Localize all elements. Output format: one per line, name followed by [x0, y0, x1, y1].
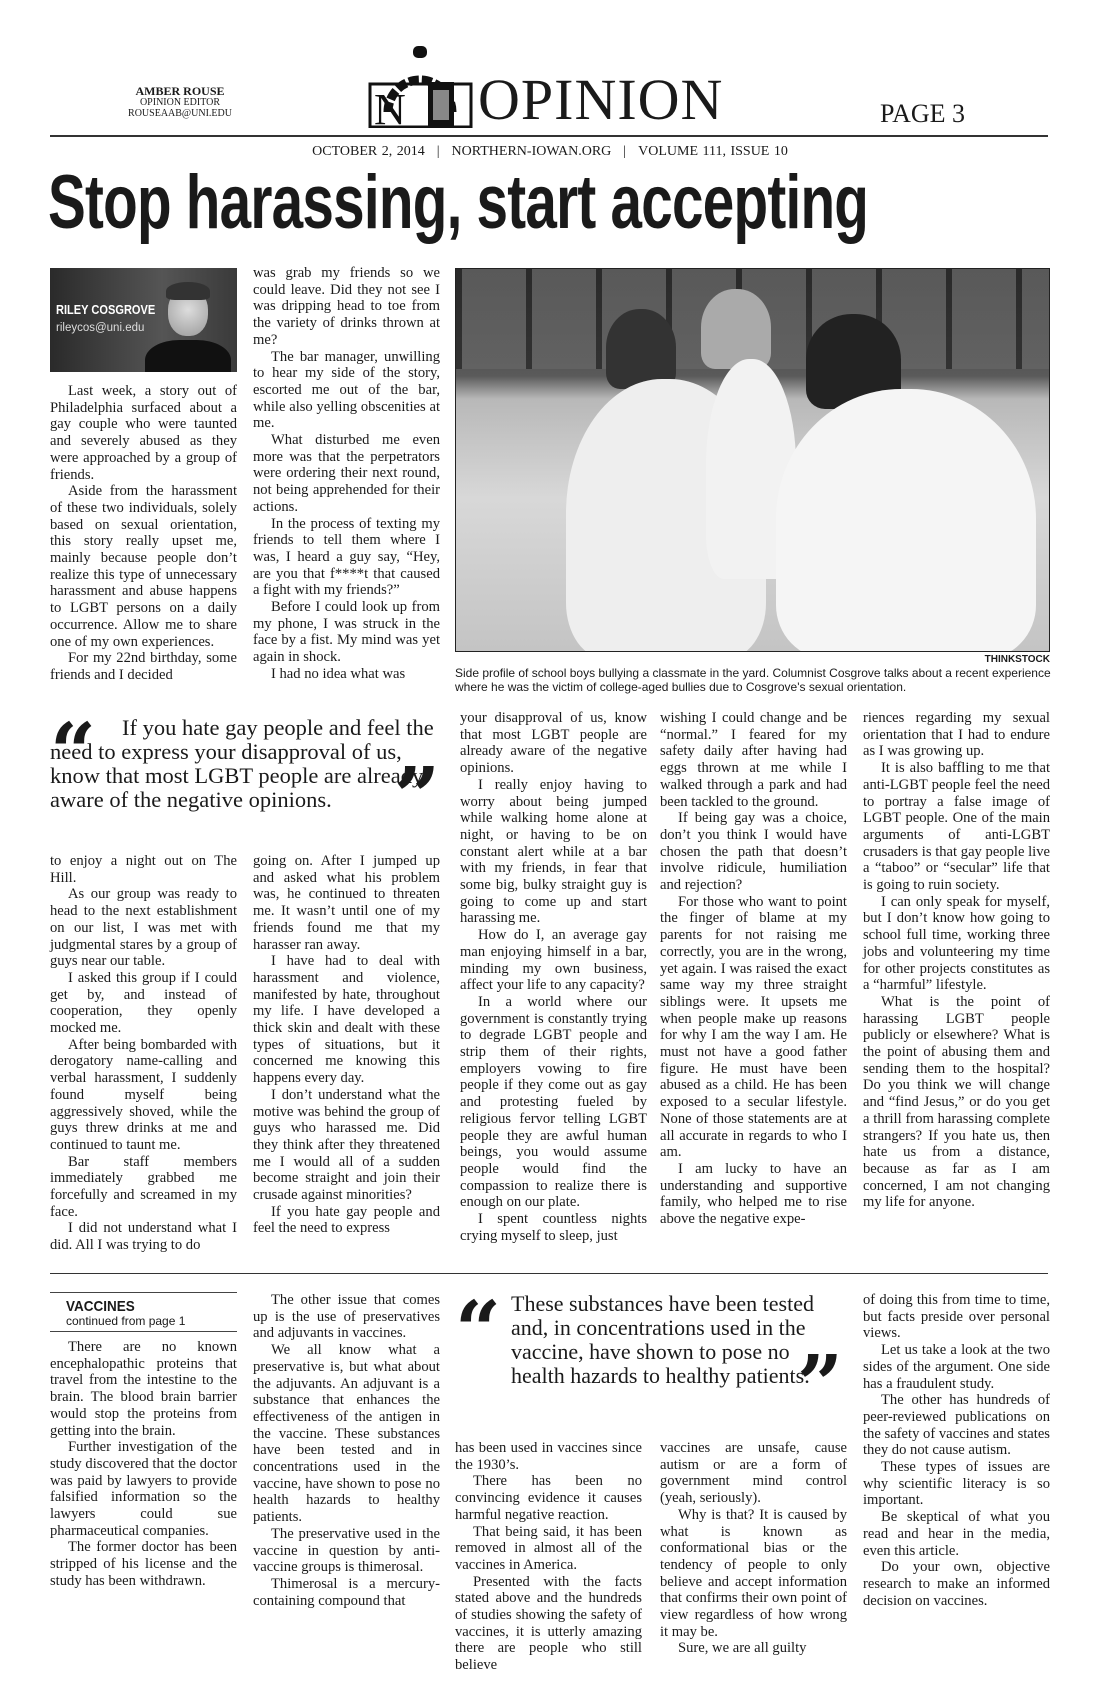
- vaccines-title: VACCINES: [66, 1298, 135, 1315]
- paragraph: Before I could look up from my phone, I was struck in the face by a fist. My mind was yet again in shock.: [253, 599, 440, 666]
- article-column: [50, 853, 237, 1254]
- paragraph: vaccines are unsafe, cause autism or are a form of government mind control (yeah, seriously).: [660, 1440, 847, 1507]
- paragraph: Sure, we are all guilty: [678, 1640, 807, 1657]
- photo-figure: [606, 309, 676, 389]
- paragraph: to enjoy a night out on The Hill.: [50, 853, 237, 886]
- paragraph: Be skeptical of what you read and hear in the media, even this article.: [863, 1509, 1050, 1559]
- dateline: OCTOBER 2, 2014 | NORTHERN-IOWAN.ORG | VOLUME 111, ISSUE 10: [312, 144, 788, 159]
- paragraph: I am lucky to have an understanding and supportive family, who helped me to rise above the negative expe-: [660, 1160, 847, 1228]
- paragraph: Let us take a look at the two sides of the argument. One side has a fraudulent study.: [863, 1342, 1050, 1392]
- paragraph: These types of issues are why scientific literacy is so important.: [863, 1459, 1050, 1509]
- photo-credit: THINKSTOCK: [984, 654, 1050, 665]
- close-quote-icon: ”: [796, 1337, 843, 1431]
- open-quote-icon: “: [50, 705, 97, 799]
- photo-figure: [701, 289, 771, 369]
- section-divider: [50, 1273, 1048, 1274]
- editor-info: [110, 86, 250, 119]
- paragraph: After being bombarded with derogatory name-calling and verbal harassment, I suddenly found myself being aggressively shoved, while the guys threw drinks at me and continued to taunt me.: [50, 1036, 237, 1153]
- website-link[interactable]: NORTHERN-IOWAN.ORG: [451, 144, 612, 159]
- vaccines-column: [863, 1292, 1050, 1609]
- paragraph: The preservative used in the vaccine in question by anti-vaccine groups is thimerosal.: [253, 1525, 440, 1576]
- paragraph: your disapproval of us, know that most LGBT people are already aware of the negative opinions.: [460, 710, 647, 777]
- paragraph: We all know what a preservative is, but what about the adjuvants. An adjuvant is a substance that enhances the effectiveness of the antigen in the vaccine. These substances have been tested and in concentrations used in the vaccine, have shown to pose no health hazards to healthy patients.: [253, 1342, 440, 1526]
- editor-title: OPINION EDITOR: [139, 97, 221, 108]
- vaccines-pull-quote: [455, 1283, 843, 1431]
- author-name: RILEY COSGROVE: [56, 302, 156, 317]
- volume-issue: VOLUME 111, ISSUE 10: [638, 144, 788, 159]
- paragraph: What disturbed me even more was that the perpetrators were ordering their next round, not being apprehended for their actions.: [253, 432, 440, 515]
- pull-quote: [50, 705, 440, 843]
- paragraph: If you hate gay people and feel the need to express: [253, 1203, 440, 1237]
- paragraph: For those who want to point the finger of blame at my parents for not raising me correctly, you are in the wrong, yet again. I was raised the exact same way my three straight siblings were. It upsets me when people make up reasons for why I am the way I am. He must not have a good father figure. He must have been abused as a child. He has been exposed to a secular lifestyle. None of those statements are at all accurate in regards to who I am.: [660, 893, 847, 1161]
- paragraph: As our group was ready to head to the next establishment on our list, I was met with judgmental stares by a group of guys near our table.: [50, 886, 237, 970]
- headline: Stop harassing, start accepting: [48, 160, 869, 245]
- paragraph: Why is that? It is caused by what is known as conformational bias or the tendency of people to only believe and accept information that confirms their own point of view regardless of how wrong it may be.: [660, 1506, 847, 1640]
- paragraph: I asked this group if I could get by, and instead of cooperation, they openly mocked me.: [50, 969, 237, 1037]
- paragraph: The bar manager, unwilling to hear my side of the story, escorted me out of the bar, while also yelling obscenities at me.: [253, 348, 440, 432]
- paragraph: Do your own, objective research to make an informed decision on vaccines.: [863, 1559, 1050, 1609]
- paragraph: Bar staff members immediately grabbed me forcefully and screamed in my face.: [50, 1153, 237, 1220]
- editor-email: ROUSEAAB@UNI.EDU: [128, 108, 232, 119]
- paragraph: I did not understand what I did. All I was trying to do: [50, 1220, 237, 1254]
- vaccines-column: [455, 1440, 642, 1674]
- article-column: [863, 710, 1050, 1211]
- paragraph: I really enjoy having to worry about being jumped while walking home alone at night, or having to be on constant alert while at a bar with my friends, in fear that some big, bulky straight guy is going to come up and start harassing me.: [460, 776, 647, 927]
- vaccines-pull-quote-text: These substances have been tested and, in concentrations used in the vaccine, have shown to pose no health hazards to healthy patients.: [511, 1291, 814, 1388]
- article-column: [660, 710, 847, 1228]
- paragraph: going on. After I jumped up and asked what his problem was, he continued to threaten me. It wasn’t until one of my friends found me that my harasser ran away.: [253, 853, 440, 953]
- paragraph: For my 22nd birthday, some friends and I decided: [50, 650, 237, 683]
- article-column: [50, 383, 237, 684]
- paragraph: Aside from the harassment of these two individuals, solely based on sexual orientation, this story really upset me, mainly because people don’t realize this type of unnecessary harassment and abuse happens to LGBT persons on a daily occurrence. Allow me to share one of my own experiences.: [50, 483, 237, 650]
- paragraph: That being said, it has been removed in almost all of the vaccines in America.: [455, 1523, 642, 1573]
- section-title: OPINION: [478, 67, 724, 132]
- author-hair: [166, 282, 210, 300]
- paragraph: Thimerosal is a mercury-containing compound that: [253, 1575, 440, 1609]
- close-quote-icon: ”: [393, 749, 440, 843]
- vaccines-jump-header: [50, 1292, 237, 1332]
- paragraph: Further investigation of the study discovered that the doctor was paid by lawyers to provide falsified information so the lawyers could sue pharmaceutical companies.: [50, 1439, 237, 1539]
- paragraph: has been used in vaccines since the 1930’s.: [455, 1440, 642, 1473]
- paragraph: How do I, an average gay man enjoying himself in a bar, minding my own business, affect your life to any capacity?: [460, 927, 647, 994]
- article-column: [253, 853, 440, 1237]
- paragraph: In a world where our government is constantly trying to degrade LGBT people and strip them of their rights, employers vowing to fire people if they come out as gay and protesting fueled by religious fervor telling LGBT people they are awful human beings, you would assume people would find the compassion to realize there is enough on our plate.: [460, 993, 647, 1211]
- paragraph: There are no known encephalopathic proteins that travel from the intestine to the brain. The blood brain barrier would stop the proteins from getting into the brain.: [50, 1339, 237, 1439]
- paragraph: The other has hundreds of peer-reviewed publications on the safety of vaccines and states they do not cause autism.: [863, 1392, 1050, 1459]
- photo-figure: [776, 389, 1036, 652]
- vaccines-column: [660, 1440, 847, 1657]
- paragraph: riences regarding my sexual orientation that I had to endure as I was growing up.: [863, 710, 1050, 760]
- paragraph: In the process of texting my friends to tell them where I was, I heard a guy say, “Hey, are you that f****t that caused a fight with my friends?”: [253, 515, 440, 599]
- paragraph: I had no idea what was: [271, 665, 406, 682]
- paragraph: What is the point of harassing LGBT people publicly or elsewhere? What is the point of abusing them and sending them to the hospital? Do you think we will change and “find Jesus,” or do you get a thrill from harassing complete strangers? If you hate us, then hate us from a distance, because as far as I am concerned, I am not changing my life for anyone.: [863, 993, 1050, 1211]
- author-email: rileycos@uni.edu: [56, 322, 145, 334]
- paragraph: Presented with the facts stated above and the hundreds of studies showing the safety of vaccines, it is utterly amazing there are people who still believe: [455, 1573, 642, 1674]
- paragraph: Last week, a story out of Philadelphia surfaced about a gay couple who were taunted and severely abused as they were approached by a group of friends.: [50, 383, 237, 483]
- paragraph: I have had to deal with harassment and violence, manifested by hate, throughout my life. I have developed a thick skin and dealt with these types of situations, but it concerned me knowing this happens every day.: [253, 953, 440, 1087]
- northern-iowan-logo-icon: [368, 42, 473, 128]
- editor-name: AMBER ROUSE: [135, 84, 225, 98]
- paragraph: The former doctor has been stripped of his license and the study has been withdrawn.: [50, 1539, 237, 1589]
- article-column: [460, 710, 647, 1245]
- issue-date: OCTOBER 2, 2014: [312, 144, 425, 159]
- open-quote-icon: “: [455, 1283, 502, 1377]
- paragraph: wishing I could change and be “normal.” I feared for my safety daily after having had eggs thrown at me while I walked through a park and had been tackled to the ground.: [660, 710, 847, 810]
- page-number: PAGE 3: [880, 99, 966, 128]
- paragraph: It is also baffling to me that anti-LGBT people feel the need to portray a false image of LGBT people. One of the main arguments of anti-LGBT crusaders is that gay people live a “taboo” or “secular” life that is going to ruin society.: [863, 760, 1050, 894]
- article-photo: [455, 268, 1050, 652]
- vaccines-column: [50, 1339, 237, 1590]
- paragraph: There has been no convincing evidence it causes harmful negative reaction.: [455, 1473, 642, 1523]
- paragraph: of doing this from time to time, but facts preside over personal views.: [863, 1292, 1050, 1342]
- paragraph: I don’t understand what the motive was behind the group of guys who harassed me. Did they think after they threatened me I would all of a sudden become straight and join their crusade against minorities?: [253, 1086, 440, 1204]
- author-photo: [145, 340, 231, 372]
- vaccines-subtitle: continued from page 1: [66, 1314, 186, 1328]
- photo-caption: Side profile of school boys bullying a classmate in the yard. Columnist Cosgrove talks about a recent experience where he was the victim of college-aged bullies due to Cosgrove's sexual orientation.: [455, 666, 1051, 694]
- masthead-rule: [50, 135, 1048, 137]
- svg-text:N: N: [374, 85, 406, 128]
- pull-quote-text: If you hate gay people and feel the need to express your disapproval of us, know that most LGBT people are already aware of the negative opinions.: [50, 715, 434, 812]
- author-mugshot: [50, 268, 237, 372]
- paragraph: I spent countless nights crying myself to sleep, just: [460, 1211, 647, 1244]
- article-column: [253, 265, 440, 683]
- vaccines-column: [253, 1292, 440, 1609]
- paragraph: If being gay was a choice, don’t you think I would have chosen the path that doesn’t involve ridicule, humiliation and rejection?: [660, 810, 847, 894]
- paragraph: The other issue that comes up is the use of preservatives and adjuvants in vaccines.: [253, 1292, 440, 1342]
- paragraph: was grab my friends so we could leave. Did they not see I was dripping head to toe from the variety of drinks thrown at me?: [253, 265, 440, 348]
- paragraph: I can only speak for myself, but I don’t know how going to school full time, working three jobs and volunteering my time for other projects constitutes as a “harmful” lifestyle.: [863, 893, 1050, 994]
